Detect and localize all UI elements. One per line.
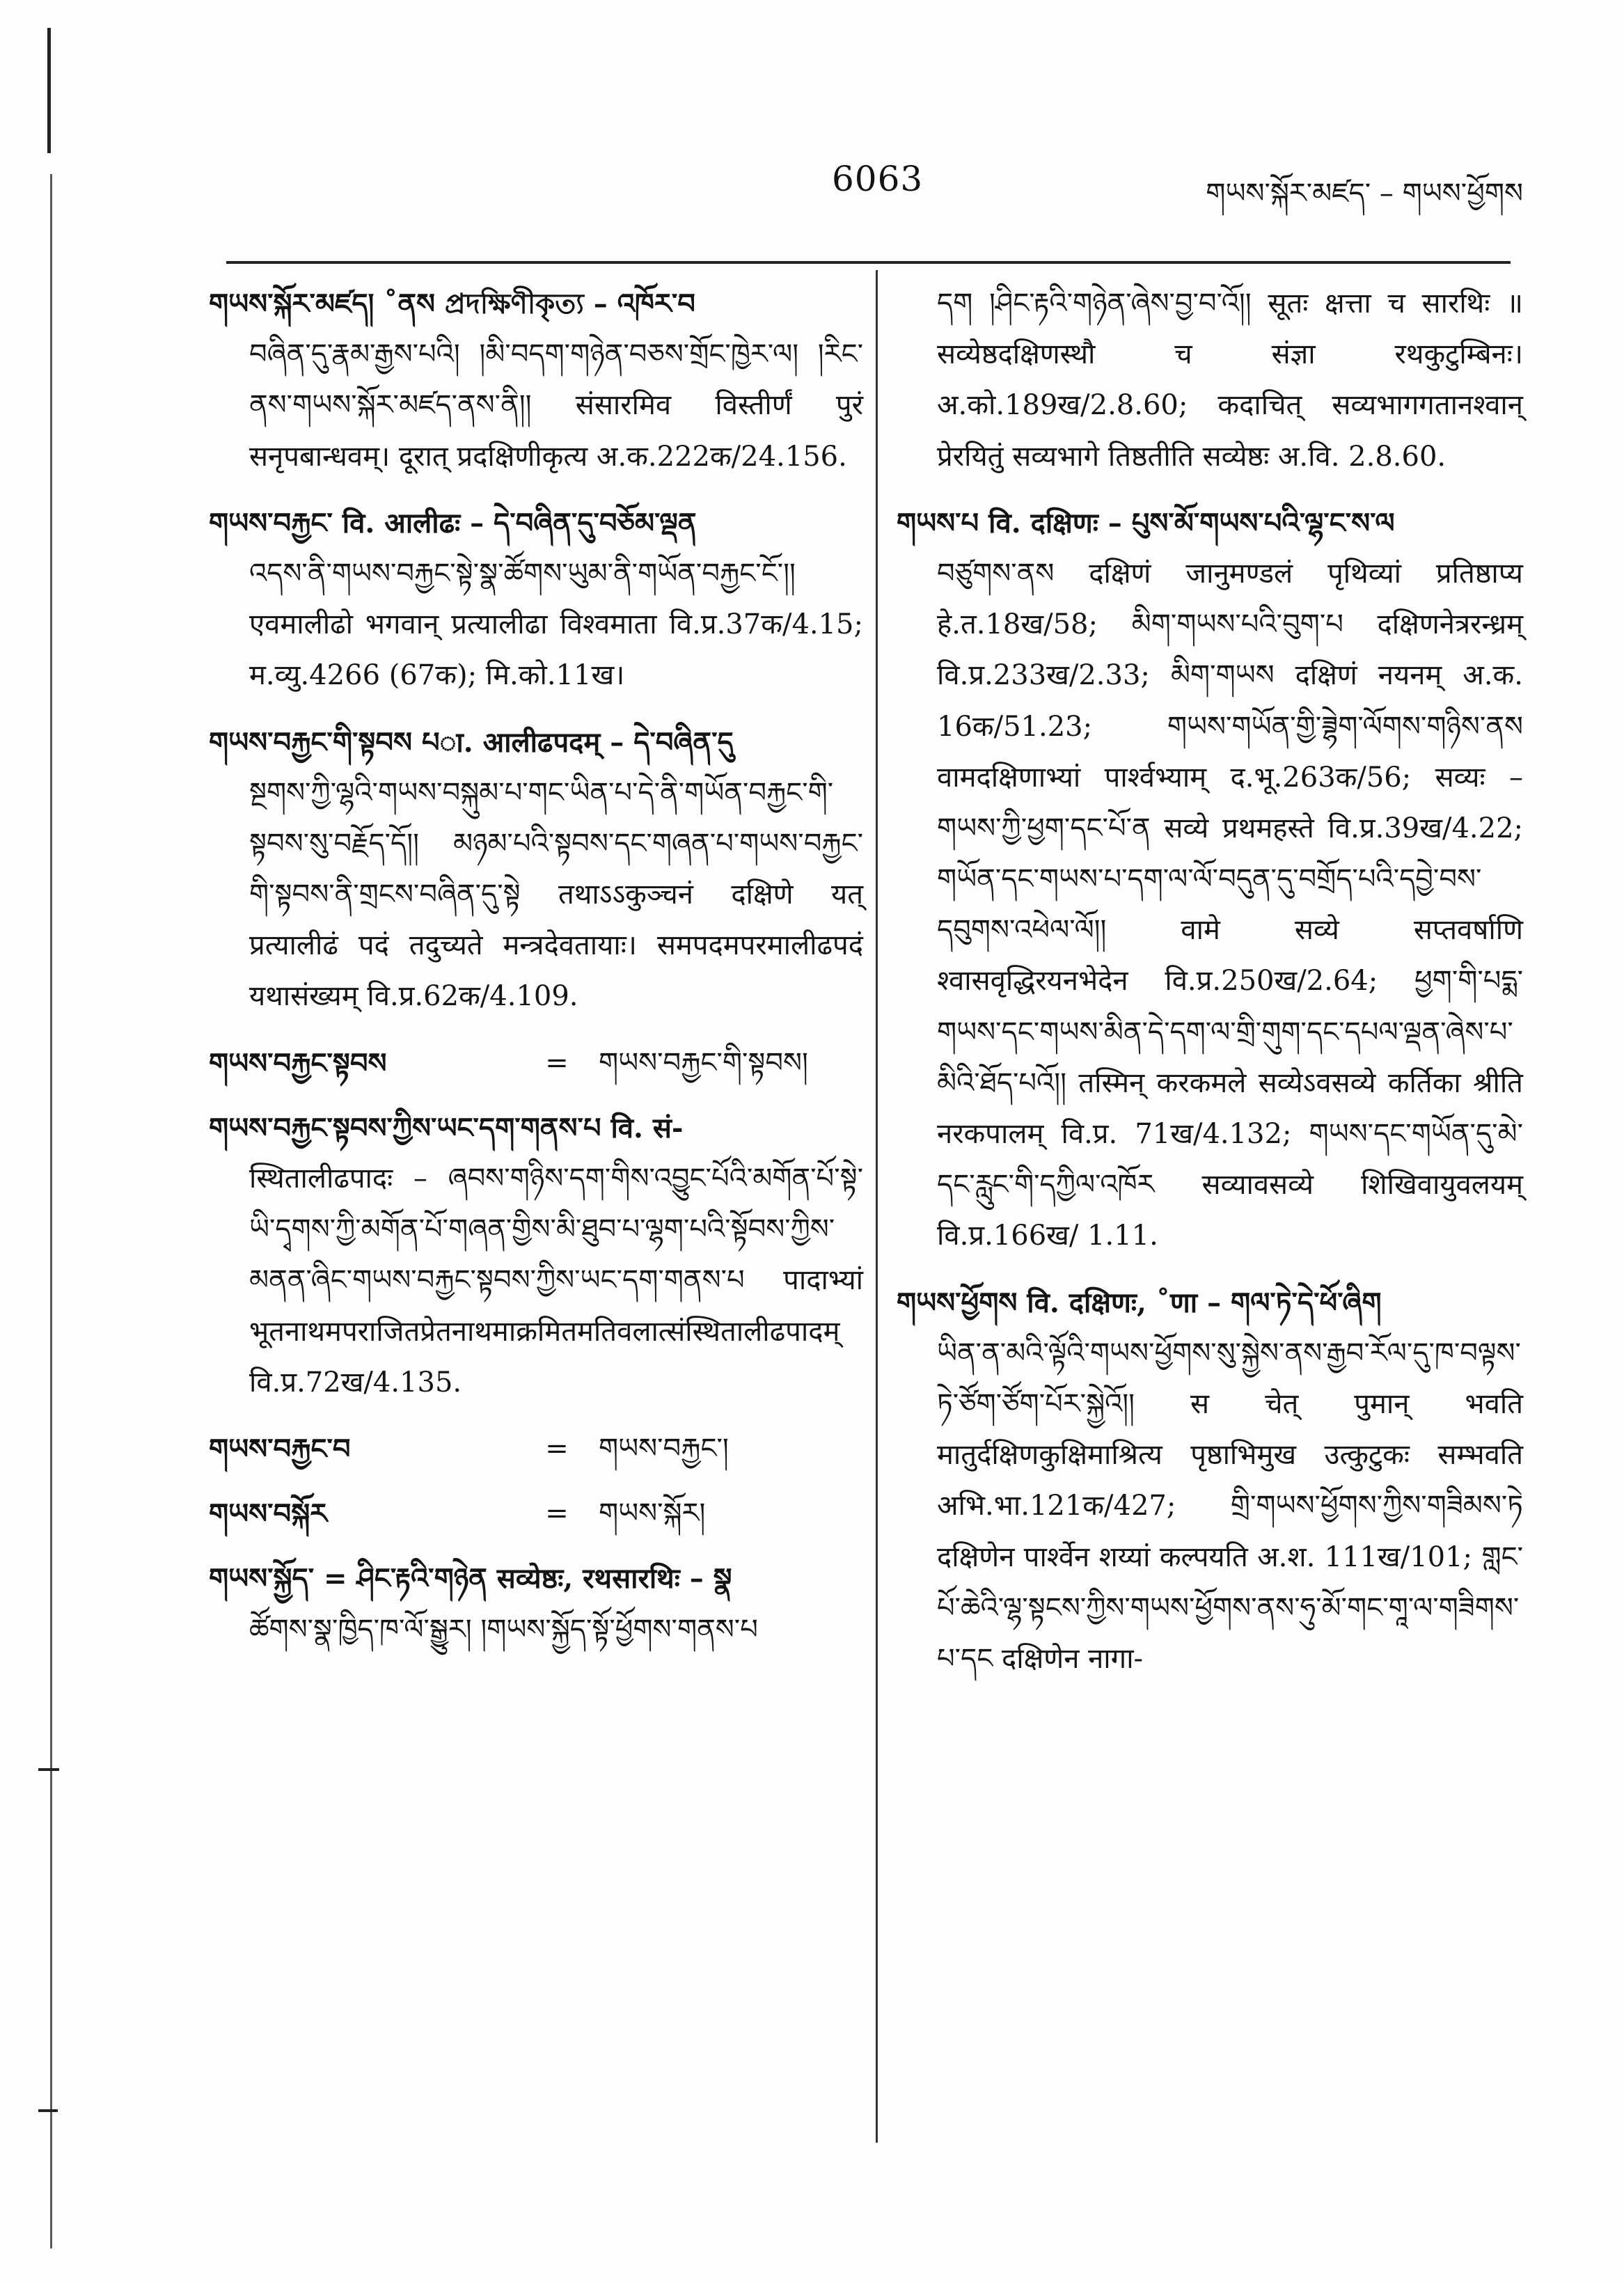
dictionary-entry [209,1553,863,1655]
xref-equals: = [545,1046,569,1079]
xref-target: གཡས་སྐོར། [599,1497,706,1530]
entry-body: ཡིན་ན་མའི་ལྟོའི་གཡས་ཕྱོགས་སུ་སྐྱེས་ནས་རྒྱབ་རོལ་དུ་ཁ་བལྟས་ཏེ་ཙོག་ཙོག་པོར་སྐྱེའོ།། स चेत् पुमान् भवति मातुर्दक्षिणकुक्षिमाश्रित्य पृष्ठाभिमुख उत्कुटुकः सम्भवति अभि.भा.121क/427; གྲི་གཡས་ཕྱོགས་ཀྱིས་གཟིམས་ཏེ दक्षिणेन पार्श्वेन शय्यां कल्पयति अ.श. 111ख/101; གླང་པོ་ཆེའི་ལྷ་སྟངས་ཀྱིས་གཡས་ཕྱོགས་ནས་ཧུ་མོ་གང་གཱ་ལ་གཟིགས་པ་དང दक्षिणेन नागा- [937,1337,1523,1675]
entry-body: དག །ཤིང་རྟའི་གཉེན་ཞེས་བྱ་བ་འོ།། सूतः क्षत्ता च सारथिः ॥ सव्येष्ठदक्षिणस्थौ च संज्ञा रथकुटुम्बिनः। अ.को.189ख/2.8.60; कदाचित् सव्यभागगतानश्वान् प्रेरयितुं सव्यभागे तिष्ठतीति सव्येष्ठः अ.वि. 2.8.60. [937,288,1523,473]
dictionary-entry [209,498,863,702]
dictionary-entry [897,498,1523,1262]
cross-reference [209,1038,863,1089]
xref-target: གཡས་བརྐྱང་། [599,1432,729,1465]
margin-scan-line [47,28,51,153]
running-head: གཡས་སྐོར་མཛད་ – གཡས་ཕྱོགས [1206,178,1523,210]
entry-body: བཙུགས་ནས दक्षिणं जानुमण्डलं पृथिव्यां प्रतिष्ठाप्य हे.त.18ख/58; མིག་གཡས་པའི་བུག་པ दक्षिणनेत्ररन्ध्रम् वि.प्र.233ख/2.33; མིག་གཡས दक्षिणं नयनम् अ.क. 16क/51.23; གཡས་གཡོན་གྱི་ཟྷེག་ལོགས་གཉིས་ནས वामदक्षिणाभ्यां पार्श्वभ्याम् द.भू.263क/56; सव्यः – གཡས་ཀྱི་ཕྱག་དང་པོ་ན सव्ये प्रथमहस्ते वि.प्र.39ख/4.22; གཡོན་དང་གཡས་པ་དག་ལ་ལོ་བདུན་དུ་བགྲོད་པའི་དབྱེ་བས་དབུགས་འཕེལ་ལོ།། वामे सव्ये सप्तवर्षाणि श्वासवृद्धिरयनभेदेन वि.प्र.250ख/2.64; ཕྱག་གི་པདྨ་གཡས་དང་གཡས་མིན་དེ་དག་ལ་གྲི་གུག་དང་དཔལ་ལྡན་ཞེས་པ་མིའི་ཐོད་པའོ།། तस्मिन् करकमले सव्येऽवसव्ये कर्तिका श्रीति नरकपालम् वि.प्र. 71ख/4.132; གཡས་དང་གཡོན་དུ་མེ་དང་རླུང་གི་དཀྱིལ་འཁོར सव्यावसव्ये शिखिवायुवलयम् वि.प्र.166ख/ 1.11. [937,557,1523,1252]
entry-headline: གཡས་ཕྱོགས वि. दक्षिणः, ˚णा – གལ་ཏེ་དེ་ཕོ་ཞིག [897,1286,1382,1319]
entry-headline: གཡས་སྐོར་མཛད། ˚ནས প্রদক্ষিণীকৃত্য – འཁོར་བ [209,288,695,320]
dictionary-entry [209,1103,863,1408]
dictionary-entry [897,1277,1523,1685]
dictionary-entry [897,278,1523,482]
margin-scan-mark [38,2109,58,2112]
entry-body: སྔགས་ཀྱི་ལྷའི་གཡས་བསྐུམ་པ་གང་ཡིན་པ་དེ་ནི་གཡོན་བརྐྱང་གི་སྟབས་སུ་བརྗོད་དོ།། མཉམ་པའི་སྟབས་དང་གཞན་པ་གཡས་བརྐྱང་གི་སྟབས་ནི་གྲངས་བཞིན་དུ་སྟེ तथाऽऽकुञ्चनं दक्षिणे यत् प्रत्यालीढं पदं तदुच्यते मन्त्रदेवतायाः। समपदमपरमालीढपदं यथासंख्यम् वि.प्र.62क/4.109. [249,776,863,1013]
page-number: 6063 [832,159,924,199]
right-column [897,278,1523,1700]
cross-reference [209,1424,863,1474]
left-column [209,278,863,1671]
margin-scan-mark [38,1768,59,1771]
header-rule [226,261,1511,264]
entry-headline: གཡས་བརྐྱང་ वि. आलीढः – དེ་བཞིན་དུ་བཅོམ་ལྡན [209,506,697,540]
xref-target: གཡས་བརྐྱང་གི་སྟབས། [599,1046,808,1079]
xref-equals: = [545,1497,569,1530]
entry-body: ཚོགས་སྣ་ཁྱིད་ཁ་ལོ་སྒྱུར། །གཡས་སྐྱོད་སྟོ་ཕྱོགས་གནས་པ [249,1613,758,1646]
entry-headline: གཡས་བརྐྱང་གི་སྟབས པा. आलीढपदम् – དེ་བཞིན་དུ [209,725,734,759]
cross-reference [209,1488,863,1539]
column-divider [876,270,878,2143]
entry-body: स्थितालीढपादः – ཞབས་གཉིས་དག་གིས་འབྱུང་པོའི་མགོན་པོ་སྟེ་ཡི་དྭགས་ཀྱི་མགོན་པོ་གཞན་གྱིས་མི་ཐུབ་པ་ལྷག་པའི་སྟོབས་ཀྱིས་མནན་ཞིང་གཡས་བརྐྱང་སྟབས་ཀྱིས་ཡང་དག་གནས་པ पादाभ्यां भूतनाथमपराजितप्रेतनाथमाक्रमितमतिवलात्संस्थितालीढपादम् वि.प्र.72ख/4.135. [249,1163,863,1399]
xref-term: གཡས་བསྐོར [209,1497,328,1531]
entry-headline: གཡས་སྐྱོད་ = ཤིང་རྟའི་གཉེན सव्येष्ठः, रथसारथिः – སྣ [209,1562,732,1596]
entry-body: འདས་ནི་གཡས་བརྐྱང་སྟེ་སྣ་ཚོགས་ཡུམ་ནི་གཡོན་བརྐྱང་ངོ༌།། एवमालीढो भगवान् प्रत्यालीढा विश्वमाता वि.प्र.37क/4.15; म.व्यु.4266 (67क); मि.को.11ख। [249,557,863,692]
entry-headline: གཡས་པ वि. दक्षिणः – པུས་མོ་གཡས་པའི་ལྷ་ང་ས་ལ [897,506,1395,540]
margin-scan-line [50,174,52,2248]
dictionary-entry [209,278,863,482]
entry-headline: གཡས་བརྐྱང་སྟབས་ཀྱིས་ཡང་དག་གནས་པ वि. सं- [209,1111,684,1144]
xref-term: གཡས་བརྐྱང་བ [209,1432,351,1465]
dictionary-entry [209,717,863,1023]
entry-body: བཞིན་དུ་རྣམ་རྒྱས་པའི། །མི་བདག་གཉེན་བཅས་གྲོང་ཁྱེར་ལ། །རིང་ནས་གཡས་སྐོར་མཛད་ནས་ནི།། संसारमिव विस्तीर्णं पुरं सनृपबान्धवम्। दूरात् प्रदक्षिणीकृत्य अ.क.222क/24.156. [249,338,863,473]
xref-equals: = [545,1432,569,1465]
xref-term: གཡས་བརྐྱང་སྟབས [209,1046,387,1080]
